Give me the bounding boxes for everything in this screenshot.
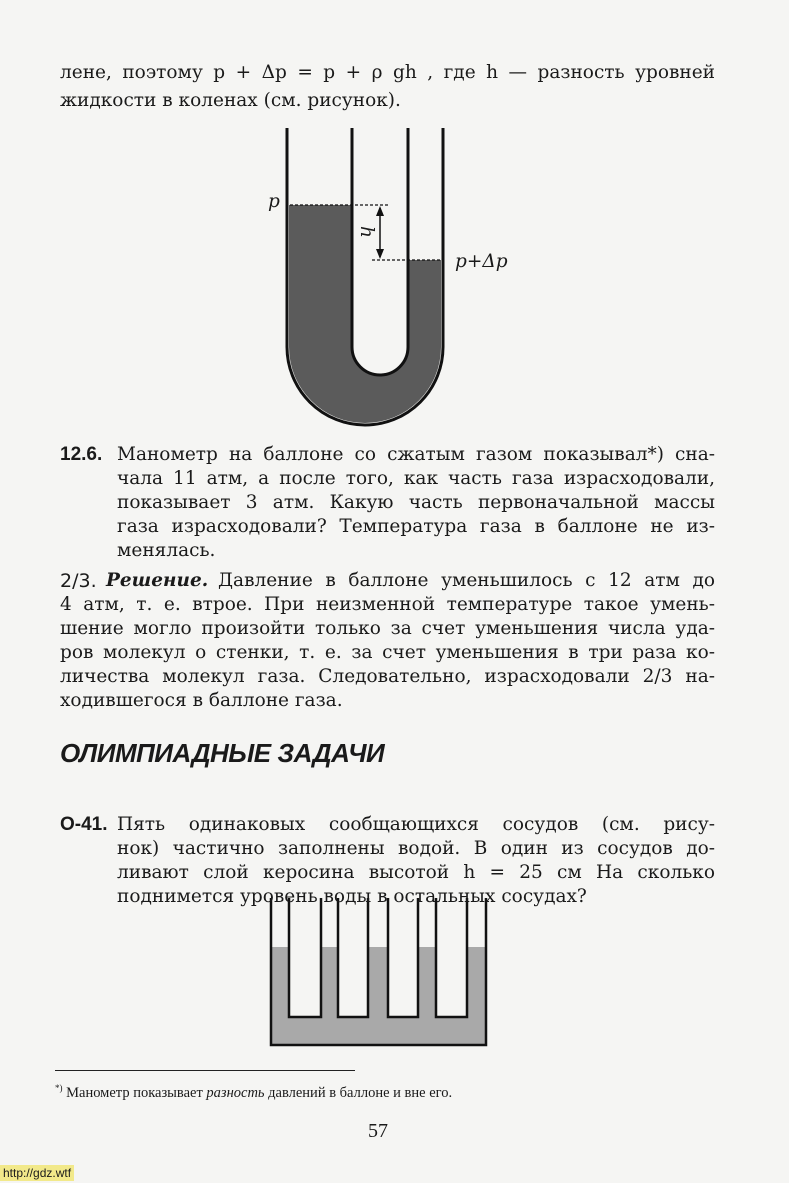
page-number: 57 bbox=[368, 1120, 388, 1142]
intro-line-1: лене, поэтому p + Δp = p + ρ gh , где h — разность уровней bbox=[60, 62, 715, 83]
footnote-text-end: давлений в баллоне и вне его. bbox=[264, 1084, 453, 1101]
label-p: p bbox=[268, 191, 280, 212]
divider-4 bbox=[436, 898, 467, 1017]
section-heading: ОЛИМПИАДНЫЕ ЗАДАЧИ bbox=[60, 738, 385, 768]
solution-word: Решение. bbox=[106, 570, 209, 591]
divider-1 bbox=[289, 898, 321, 1017]
label-h: h bbox=[355, 226, 377, 238]
problem-line: показывает 3 атм. Какую часть первоначальной массы bbox=[117, 492, 715, 513]
problem-line: Манометр на баллоне со сжатым газом показывал*) сна- bbox=[117, 444, 715, 465]
problem-number: 12.6. bbox=[60, 444, 103, 465]
footnote-text: Манометр показывает bbox=[66, 1084, 207, 1101]
problem-line: Пять одинаковых сообщающихся сосудов (см. рису- bbox=[117, 814, 715, 835]
solution-line: личества молекул газа. Следовательно, израсходовали 2/3 на- bbox=[60, 666, 715, 687]
watermark-link[interactable]: http://gdz.wtf bbox=[0, 1165, 74, 1181]
footnote-rule bbox=[55, 1070, 355, 1071]
problem-number: О-41. bbox=[60, 814, 108, 835]
solution-line: шение могло произойти только за счет уменьшения числа уда- bbox=[60, 618, 715, 639]
footnote-mark: *) bbox=[55, 1083, 63, 1093]
footnote-italic: разность bbox=[206, 1084, 265, 1101]
intro-line-2: жидкости в коленах (см. рисунок). bbox=[60, 90, 401, 111]
solution-line: Давление в баллоне уменьшилось с 12 атм до bbox=[218, 570, 715, 591]
divider-2 bbox=[338, 898, 368, 1017]
solution-line: ходившегося в баллоне газа. bbox=[60, 690, 343, 711]
problem-line: менялась. bbox=[117, 540, 216, 561]
problem-line: газа израсходовали? Температура газа в баллоне не из- bbox=[117, 516, 715, 537]
h-arrow-head-top bbox=[376, 206, 384, 216]
label-p-plus-dp: p+Δp bbox=[455, 251, 508, 272]
problem-line: чала 11 атм, а после того, как часть газа израсходовали, bbox=[117, 468, 715, 489]
h-arrow-head-bottom bbox=[376, 249, 384, 259]
divider-3 bbox=[388, 898, 418, 1017]
problem-line: поднимется уровень воды в остальных сосудах? bbox=[117, 886, 587, 907]
footnote bbox=[55, 1083, 452, 1102]
problem-line: нок) частично заполнены водой. В один из сосудов до- bbox=[117, 838, 715, 859]
answer-label: 2/3. bbox=[60, 570, 97, 592]
problem-line: ливают слой керосина высотой h = 25 см На сколько bbox=[117, 862, 715, 883]
solution-line: 4 атм, т. е. втрое. При неизменной температуре такое умень- bbox=[60, 594, 715, 615]
solution-line: ров молекул о стенки, т. е. за счет уменьшения в три раза ко- bbox=[60, 642, 715, 663]
